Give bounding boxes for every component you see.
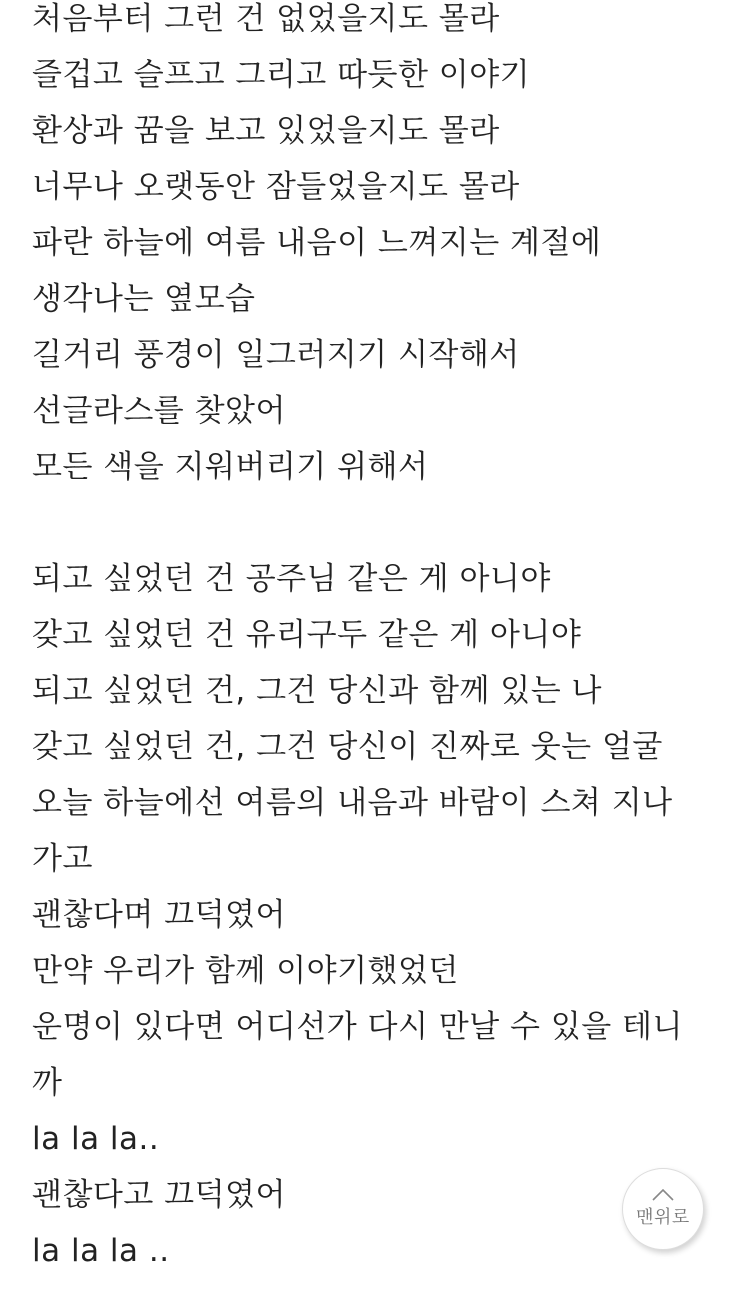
lyric-line: 선글라스를 찾았어 bbox=[32, 393, 286, 429]
scroll-to-top-button[interactable] bbox=[622, 1168, 704, 1250]
scroll-to-top-label: 맨위로 bbox=[636, 1207, 690, 1228]
lyric-line: 갖고 싶었던 건 유리구두 같은 게 아니야 bbox=[32, 617, 582, 653]
lyric-line: 괜찮다고 끄덕였어 bbox=[32, 1177, 286, 1213]
lyric-line: 즐겁고 슬프고 그리고 따듯한 이야기 bbox=[32, 57, 531, 93]
lyric-line: 오늘 하늘에선 여름의 내음과 바람이 스쳐 지나 bbox=[32, 785, 673, 821]
lyric-line: 너무나 오랫동안 잠들었을지도 몰라 bbox=[32, 169, 520, 205]
lyric-line: 가고 bbox=[32, 841, 93, 877]
lyric-line: 만약 우리가 함께 이야기했었던 bbox=[32, 953, 459, 989]
lyric-line: 되고 싶었던 건 공주님 같은 게 아니야 bbox=[32, 561, 551, 597]
lyric-line: 되고 싶었던 건, 그건 당신과 함께 있는 나 bbox=[32, 673, 602, 709]
blank-line bbox=[32, 495, 722, 551]
lyric-line: 생각나는 옆모습 bbox=[32, 281, 256, 317]
lyric-line: la la la.. bbox=[32, 1121, 160, 1157]
lyric-line: 파란 하늘에 여름 내음이 느껴지는 계절에 bbox=[32, 225, 602, 261]
lyrics-text bbox=[32, 0, 722, 1279]
lyric-line: 환상과 꿈을 보고 있었을지도 몰라 bbox=[32, 113, 500, 149]
lyric-line: 길거리 풍경이 일그러지기 시작해서 bbox=[32, 337, 520, 373]
lyric-line: 괜찮다며 끄덕였어 bbox=[32, 897, 286, 933]
chevron-up-icon bbox=[652, 1189, 674, 1201]
lyric-line: 갖고 싶었던 건, 그건 당신이 진짜로 웃는 얼굴 bbox=[32, 729, 663, 765]
lyric-line: 까 bbox=[32, 1065, 63, 1101]
lyric-line: 처음부터 그런 건 없었을지도 몰라 bbox=[32, 1, 500, 37]
lyric-line: la la la .. bbox=[32, 1233, 170, 1269]
lyric-line: 운명이 있다면 어디선가 다시 만날 수 있을 테니 bbox=[32, 1009, 683, 1045]
lyric-line: 모든 색을 지워버리기 위해서 bbox=[32, 449, 429, 485]
